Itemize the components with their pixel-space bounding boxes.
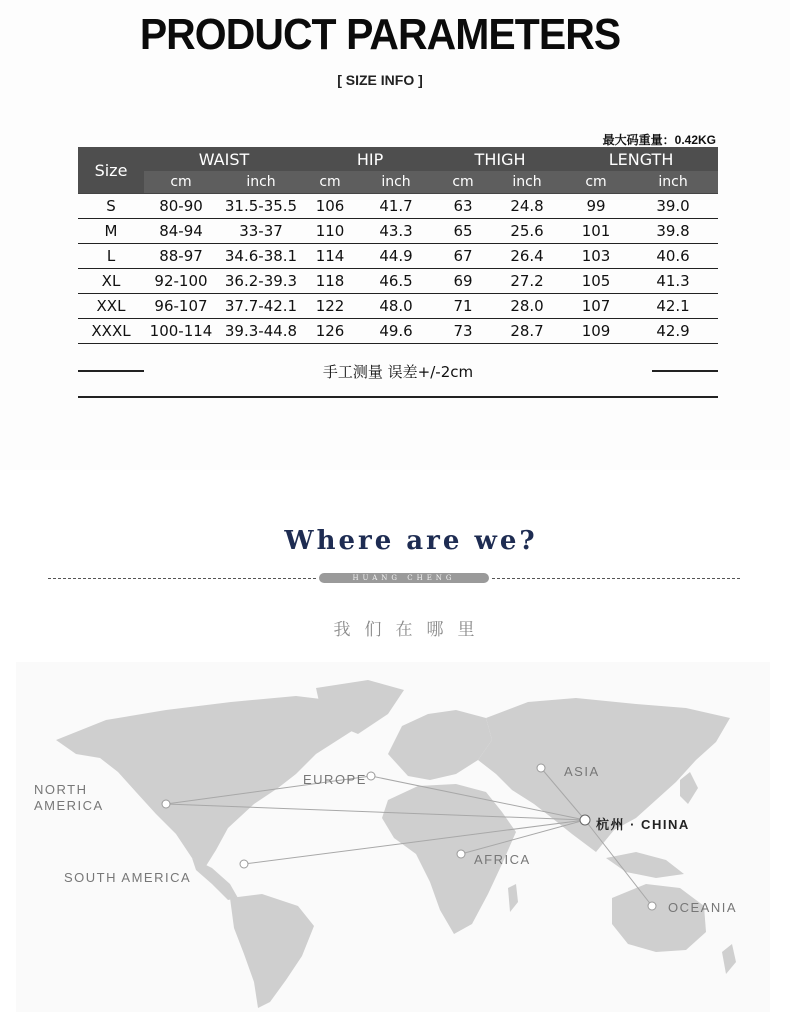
dashed-divider [492,578,740,579]
size-table-body [78,194,718,344]
table-cell: XL [78,269,144,294]
table-cell: 71 [436,294,490,319]
map-label-europe: EUROPE [303,772,367,787]
map-label-china: 杭州 · CHINA [596,817,690,832]
table-cell: 26.4 [490,244,564,269]
brand-pill: HUANG CHENG [319,573,489,583]
table-row [78,294,718,319]
map-label-africa: AFRICA [474,852,531,867]
table-cell: M [78,219,144,244]
table-cell: 63 [436,194,490,219]
table-cell: 122 [304,294,356,319]
table-cell: 44.9 [356,244,436,269]
europe-landmass [388,710,492,780]
table-cell: 80-90 [144,194,218,219]
size-column-header: Size [78,147,144,194]
table-cell: 105 [564,269,628,294]
table-cell: 100-114 [144,319,218,344]
table-cell: 73 [436,319,490,344]
new-zealand-landmass [722,944,736,974]
table-cell: 39.0 [628,194,718,219]
table-cell: 46.5 [356,269,436,294]
unit-header: cm [304,171,356,194]
madagascar-landmass [508,884,518,912]
measurement-error-note: 手工测量 误差+/-2cm [322,363,474,381]
table-cell: 88-97 [144,244,218,269]
unit-header: inch [490,171,564,194]
table-cell: 37.7-42.1 [218,294,304,319]
table-cell: 92-100 [144,269,218,294]
dashed-divider [48,578,316,579]
table-cell: 99 [564,194,628,219]
table-cell: 24.8 [490,194,564,219]
unit-header: inch [218,171,304,194]
length-header: LENGTH [564,147,718,171]
table-cell: XXXL [78,319,144,344]
table-cell: 96-107 [144,294,218,319]
table-cell: 36.2-39.3 [218,269,304,294]
waist-header: WAIST [144,147,304,171]
location-subtitle-cn: 我们在哪里 [333,620,489,640]
table-row [78,194,718,219]
table-cell: 28.7 [490,319,564,344]
table-cell: 27.2 [490,269,564,294]
map-label-north-america: NORTH AMERICA [34,782,104,813]
table-cell: 42.1 [628,294,718,319]
max-weight-note: 最大码重量：0.42KG [602,133,716,147]
measurement-note-row [78,356,718,386]
table-cell: 106 [304,194,356,219]
world-map-graphic [16,662,770,1012]
table-cell: XXL [78,294,144,319]
australia-landmass [612,884,706,952]
unit-header: cm [436,171,490,194]
table-cell: 110 [304,219,356,244]
table-cell: 101 [564,219,628,244]
page-title: PRODUCT PARAMETERS [139,10,621,59]
table-row [78,219,718,244]
divider [78,396,718,398]
table-cell: 109 [564,319,628,344]
table-cell: 34.6-38.1 [218,244,304,269]
table-cell: 39.3-44.8 [218,319,304,344]
table-cell: S [78,194,144,219]
hip-header: HIP [304,147,436,171]
table-cell: 65 [436,219,490,244]
table-cell: 28.0 [490,294,564,319]
table-cell: 84-94 [144,219,218,244]
table-cell: 31.5-35.5 [218,194,304,219]
table-cell: 103 [564,244,628,269]
table-cell: 41.3 [628,269,718,294]
table-cell: 67 [436,244,490,269]
japan-landmass [680,772,698,804]
southeast-asia-islands [606,852,684,878]
location-title: Where are we? [284,526,538,556]
table-row [78,269,718,294]
map-label-oceania: OCEANIA [668,900,738,915]
table-cell: 40.6 [628,244,718,269]
table-cell: 114 [304,244,356,269]
table-cell: 107 [564,294,628,319]
thigh-header: THIGH [436,147,564,171]
table-cell: 33-37 [218,219,304,244]
central-america-landmass [192,858,238,900]
table-cell: 49.6 [356,319,436,344]
size-info-label: [ SIZE INFO ] [337,72,423,88]
table-row [78,319,718,344]
table-row [78,244,718,269]
map-label-asia: ASIA [564,764,600,779]
table-cell: 126 [304,319,356,344]
unit-header: inch [356,171,436,194]
table-cell: 48.0 [356,294,436,319]
table-cell: 42.9 [628,319,718,344]
divider [652,370,718,372]
table-cell: 41.7 [356,194,436,219]
table-cell: L [78,244,144,269]
map-label-south-america: SOUTH AMERICA [64,870,192,885]
table-cell: 43.3 [356,219,436,244]
unit-header: cm [564,171,628,194]
unit-header: cm [144,171,218,194]
size-chart-table [78,147,718,344]
world-map [16,662,770,1012]
table-cell: 69 [436,269,490,294]
table-cell: 118 [304,269,356,294]
unit-header: inch [628,171,718,194]
south-america-landmass [230,894,314,1008]
table-cell: 39.8 [628,219,718,244]
table-cell: 25.6 [490,219,564,244]
